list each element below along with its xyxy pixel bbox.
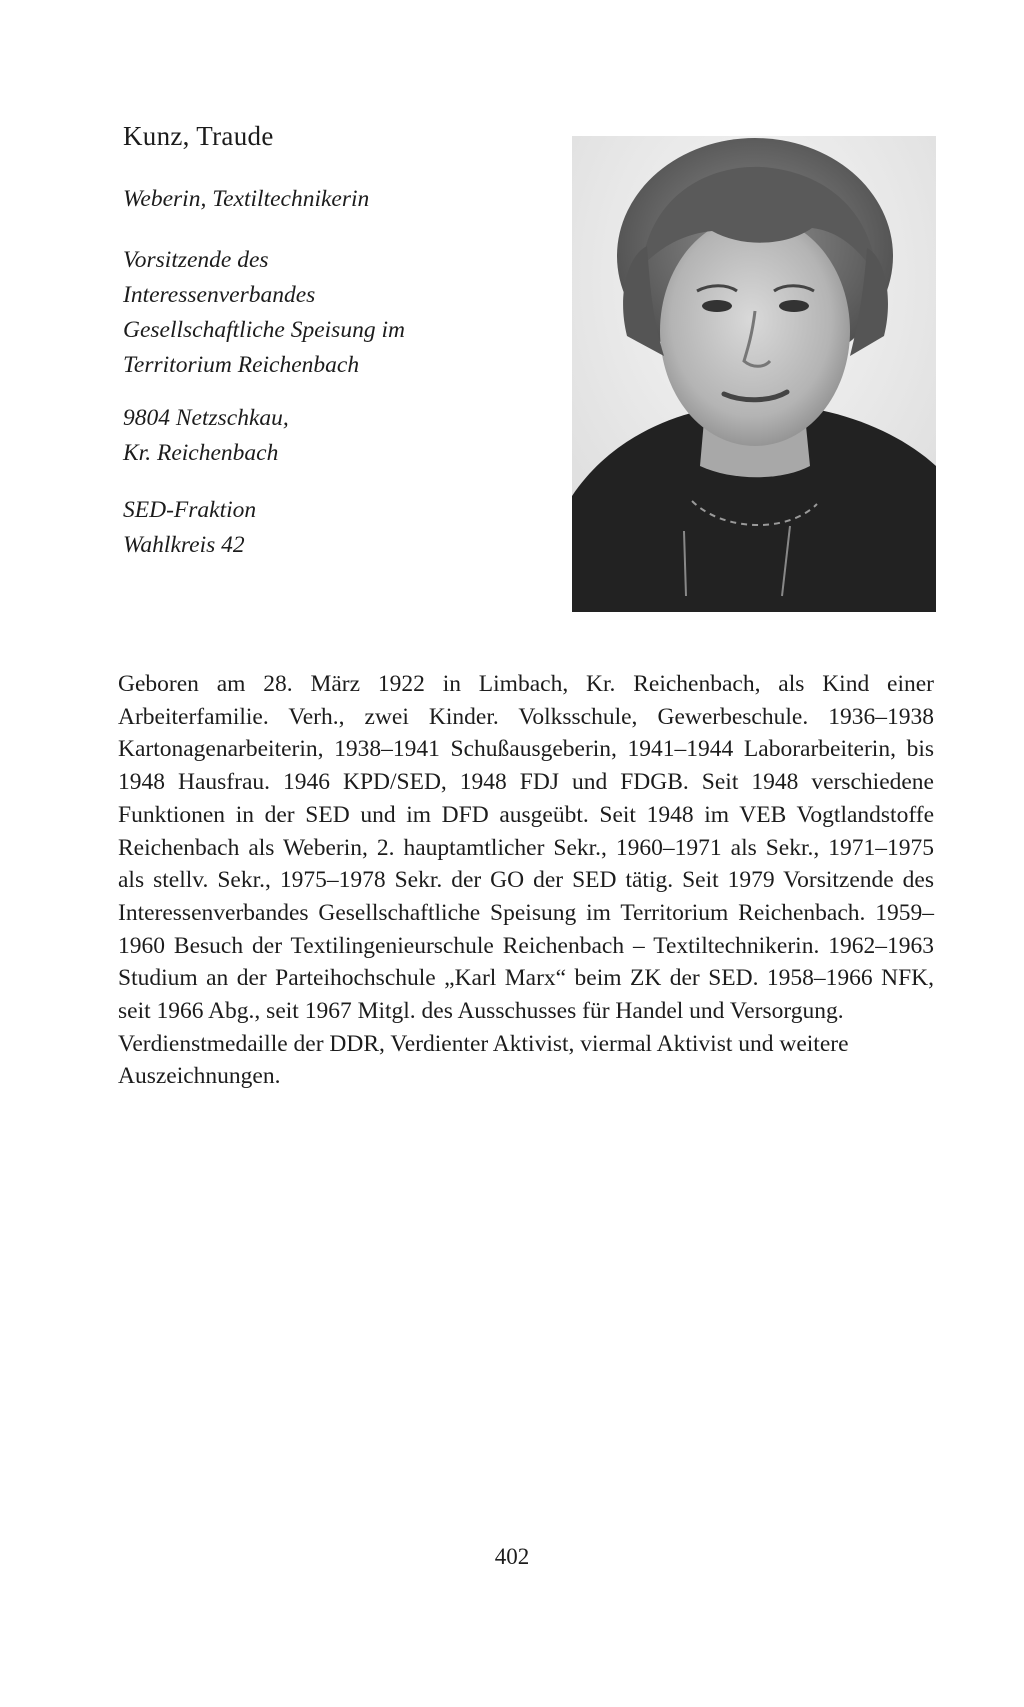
position-line: Territorium Reichenbach xyxy=(123,352,360,378)
constituency-line: Wahlkreis 42 xyxy=(123,532,245,558)
biography-paragraph: Geboren am 28. März 1922 in Limbach, Kr. Reichenbach, als Kind einer Arbeiterfamilie. Verh., zwei Kinder. Volksschule, Gewerbeschule. 1936–1938 Kartonagenarbeiterin, 1938–1941 Schußausgeberin, 1941–1944 Laborarbeiterin, bis 1948 Hausfrau. 1946 KPD/SED, 1948 FDJ und FDGB. Seit 1948 verschiedene Funktionen in der SED und im DFD ausgeübt. Seit 1948 im VEB Vogtlandstoffe Reichenbach als Weberin, 2. hauptamtlicher Sekr., 1960–1971 als Sekr., 1971–1975 als stellv. Sekr., 1975–1978 Sekr. der GO der SED tätig. Seit 1979 Vorsitzende des Interessenverbandes Gesellschaftliche Speisung im Territorium Reichenbach. 1959–1960 Besuch der Textilingenieurschule Reichenbach – Textiltechnikerin. 1962–1963 Studium an der Parteihochschule „Karl Marx“ beim ZK der SED. 1958–1966 NFK, seit 1966 Abg., seit 1967 Mitgl. des Ausschusses für Handel und Versorgung. xyxy=(118,671,934,1025)
portrait-photo xyxy=(572,136,936,612)
position xyxy=(123,243,553,383)
biography-text xyxy=(118,668,934,1093)
address-line: Kr. Reichenbach xyxy=(123,440,279,466)
portrait-image xyxy=(572,136,936,612)
awards-paragraph: Verdienstmedaille der DDR, Verdienter Aktivist, viermal Aktivist und weitere Auszeichnungen. xyxy=(118,1030,849,1090)
fraction-line: SED-Fraktion xyxy=(123,497,257,523)
position-line: Interessenverbandes xyxy=(123,282,316,308)
fraction-and-constituency xyxy=(123,493,553,563)
profession xyxy=(123,182,553,217)
profession-line: Weberin, Textiltechnikerin xyxy=(123,186,370,212)
address xyxy=(123,401,553,471)
position-line: Vorsitzende des xyxy=(123,247,269,273)
page-number: 402 xyxy=(494,1544,530,1569)
person-name: Kunz, Traude xyxy=(123,121,274,151)
position-line: Gesellschaftliche Speisung im xyxy=(123,317,405,343)
address-line: 9804 Netzschkau, xyxy=(123,405,289,431)
